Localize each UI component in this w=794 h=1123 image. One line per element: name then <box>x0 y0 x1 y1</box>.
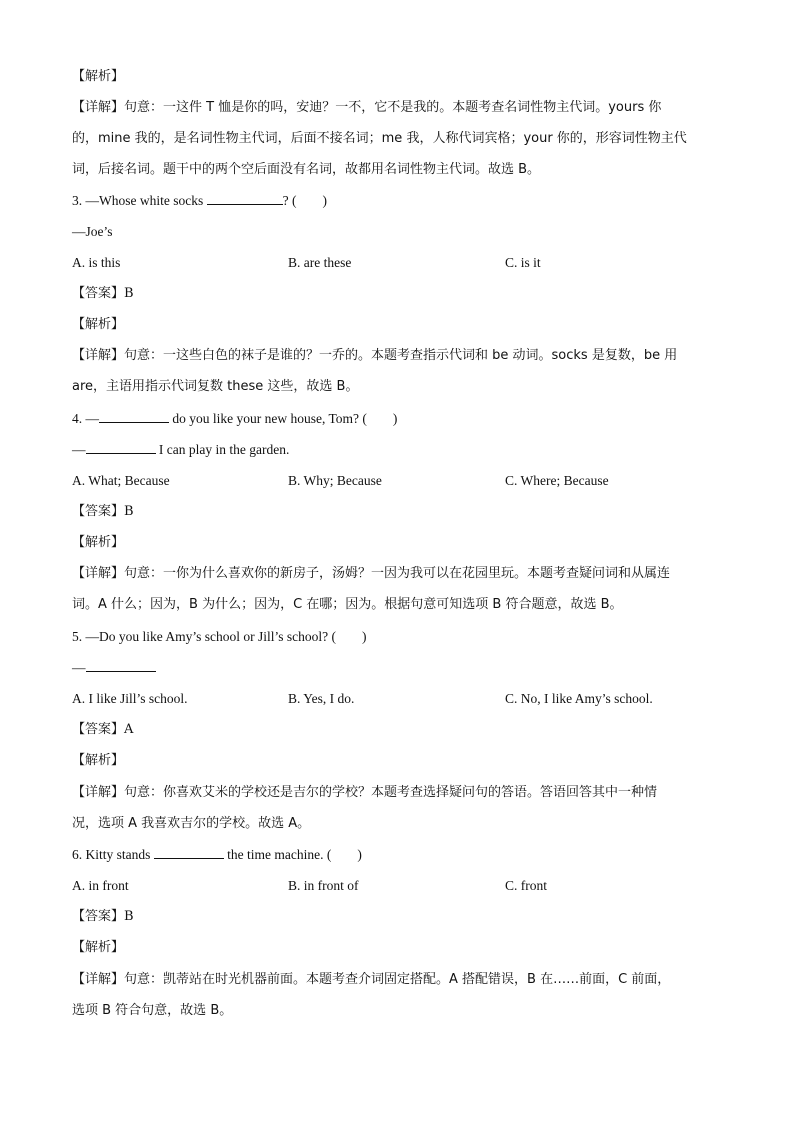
analysis-label: 【解析】 <box>72 535 125 550</box>
option-c: C. Where; Because <box>505 473 609 488</box>
detail-line: 【详解】句意：凯蒂站在时光机器前面。本题考查介词固定搭配。A 搭配错误，B 在……前面，C 前面， <box>72 972 671 987</box>
analysis-label: 【解析】 <box>72 753 125 768</box>
detail-line: 词，后接名词。题干中的两个空后面没有名词，故都用名词性物主代词。故选 B。 <box>72 162 541 177</box>
question-3-stem: 3. —Whose white socks ? ( ) <box>72 193 327 208</box>
answer-blank <box>99 410 169 423</box>
detail-line: are，主语用指示代词复数 these 这些，故选 B。 <box>72 379 359 394</box>
answer-line: 【答案】B <box>72 286 134 301</box>
analysis-label: 【解析】 <box>72 69 125 84</box>
detail-line: 【详解】句意：一你为什么喜欢你的新房子，汤姆？一因为我可以在花园里玩。本题考查疑问词和从属连 <box>72 566 671 581</box>
option-b: B. are these <box>288 255 352 270</box>
question-6-stem: 6. Kitty stands the time machine. ( ) <box>72 847 362 862</box>
detail-line: 选项 B 符合句意，故选 B。 <box>72 1003 233 1018</box>
answer-blank <box>207 192 283 205</box>
detail-line: 的，mine 我的，是名词性物主代词，后面不接名词；me 我，人称代词宾格；your 你的，形容词性物主代 <box>72 131 687 146</box>
analysis-label: 【解析】 <box>72 940 125 955</box>
option-a: A. in front <box>72 878 129 893</box>
answer-blank <box>154 846 224 859</box>
option-c: C. front <box>505 878 547 893</box>
option-c: C. No, I like Amy’s school. <box>505 691 653 706</box>
answer-line: 【答案】B <box>72 504 134 519</box>
detail-line: 况，选项 A 我喜欢吉尔的学校。故选 A。 <box>72 816 311 831</box>
question-3-reply: —Joe’s <box>72 224 113 239</box>
option-b: B. in front of <box>288 878 359 893</box>
question-5-stem: 5. —Do you like Amy’s school or Jill’s school? ( ) <box>72 629 367 644</box>
answer-blank <box>86 659 156 672</box>
detail-line: 【详解】句意：你喜欢艾米的学校还是吉尔的学校？本题考查选择疑问句的答语。答语回答其中一种情 <box>72 785 658 800</box>
question-5-reply: — <box>72 659 156 677</box>
question-4-reply: — I can play in the garden. <box>72 442 290 457</box>
option-b: B. Yes, I do. <box>288 691 355 706</box>
option-a: A. I like Jill’s school. <box>72 691 188 706</box>
analysis-label: 【解析】 <box>72 317 125 332</box>
option-a: A. is this <box>72 255 121 270</box>
detail-line: 【详解】句意：一这件 T 恤是你的吗，安迪？一不，它不是我的。本题考查名词性物主代词。yours 你 <box>72 100 662 115</box>
option-b: B. Why; Because <box>288 473 382 488</box>
answer-line: 【答案】B <box>72 909 134 924</box>
detail-line: 【详解】句意：一这些白色的袜子是谁的？一乔的。本题考查指示代词和 be 动词。socks 是复数，be 用 <box>72 348 678 363</box>
detail-line: 词。A 什么；因为，B 为什么；因为，C 在哪；因为。根据句意可知选项 B 符合题意，故选 B。 <box>72 597 623 612</box>
answer-blank <box>86 441 156 454</box>
option-a: A. What; Because <box>72 473 170 488</box>
answer-line: 【答案】A <box>72 722 134 737</box>
question-4-stem: 4. — do you like your new house, Tom? ( ) <box>72 411 398 426</box>
option-c: C. is it <box>505 255 541 270</box>
